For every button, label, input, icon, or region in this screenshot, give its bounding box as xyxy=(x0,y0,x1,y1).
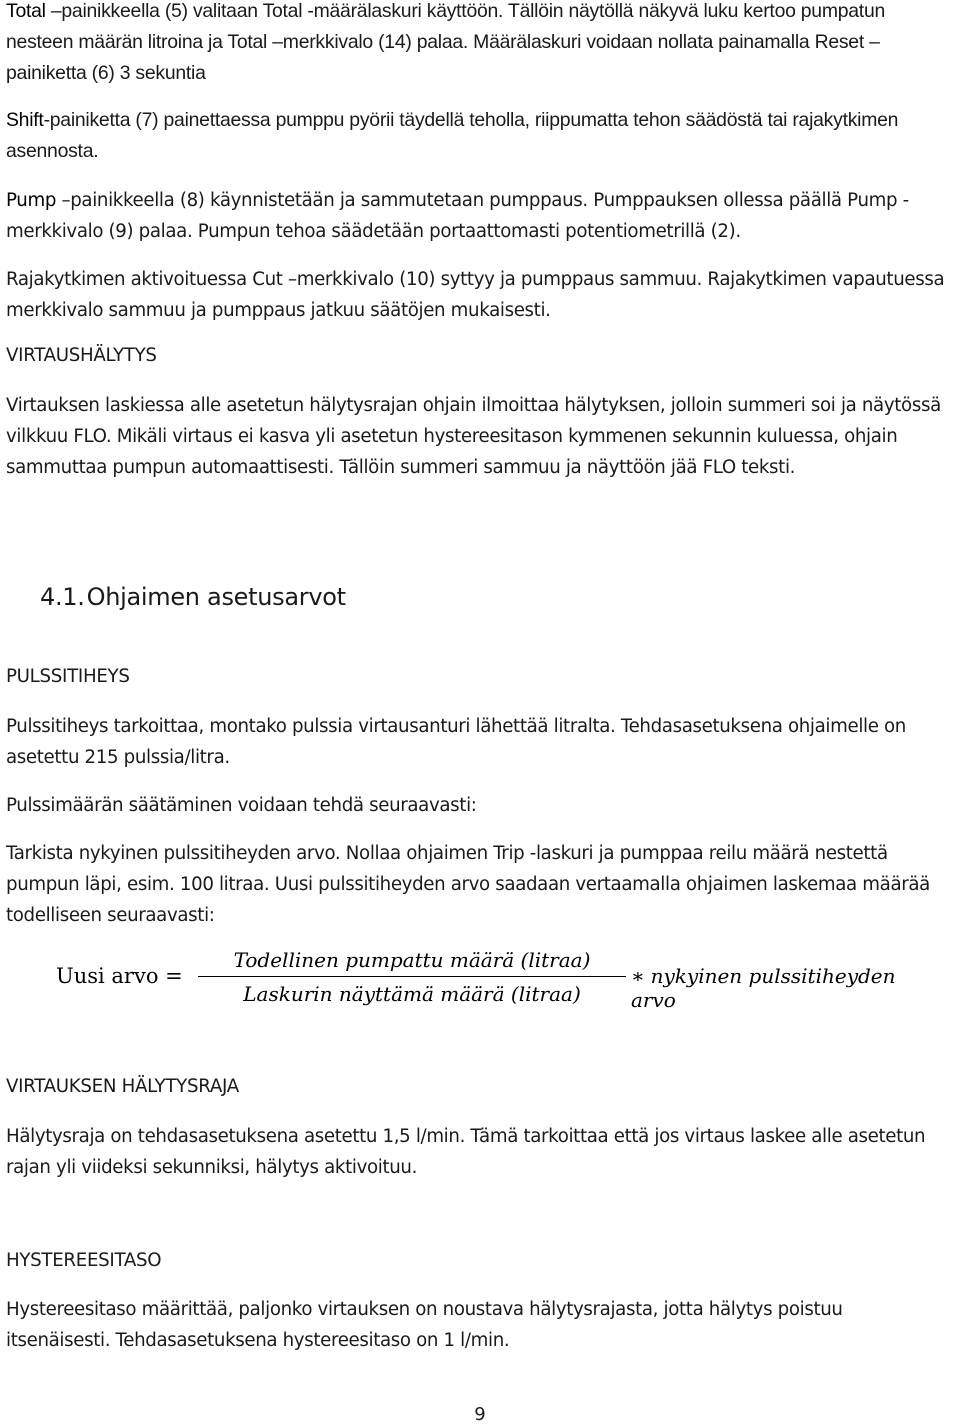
paragraph-total xyxy=(6,0,946,89)
formula xyxy=(56,944,936,1014)
paragraph-halytysraja: Hälytysraja on tehdasasetuksena asetettu 1,5 l/min. Tämä tarkoittaa että jos virtaus laskee alle asetetun rajan yli viideksi sekunniksi, hälytys aktivoituu. xyxy=(6,1126,926,1178)
paragraph-shift xyxy=(6,105,946,167)
formula-fraction xyxy=(196,944,628,1011)
heading-hystereesitaso: HYSTEREESITASO xyxy=(6,1250,162,1271)
paragraph-pulssitiheys-3: Tarkista nykyinen pulssitiheyden arvo. Nollaa ohjaimen Trip -laskuri ja pumppaa reilu määrä nestettä pumpun läpi, esim. 100 litraa. Uusi pulssitiheyden arvo saadaan vertaamalla ohjaimen laskemaa määrää todelliseen seuraavasti: xyxy=(6,843,930,926)
keyword-pump: Pump xyxy=(6,190,57,211)
formula-rhs-group xyxy=(631,964,936,1012)
section-title-text: Ohjaimen asetusarvot xyxy=(86,583,346,611)
paragraph-total-text: –painikkeella (5) valitaan Total -määrälaskuri käyttöön. Tällöin näytöllä näkyvä luku kertoo pumpatun nesteen määrän litroina ja Total –merkkivalo (14) palaa. Määrälaskuri voidaan nollata painamalla Reset –painiketta (6) 3 sekuntia xyxy=(6,0,886,84)
section-number: 4.1. xyxy=(40,583,85,611)
heading-halytysraja: VIRTAUKSEN HÄLYTYSRAJA xyxy=(6,1076,239,1097)
heading-pulssitiheys: PULSSITIHEYS xyxy=(6,666,130,687)
paragraph-cut: Rajakytkimen aktivoituessa Cut –merkkivalo (10) syttyy ja pumppaus sammuu. Rajakytkimen vapautuessa merkkivalo sammuu ja pumppaus jatkuu säätöjen mukaisesti. xyxy=(6,269,945,321)
paragraph-virtaushalytys: Virtauksen laskiessa alle asetetun hälytysrajan ohjain ilmoittaa hälytyksen, jolloin summeri soi ja näytössä vilkkuu FLO. Mikäli virtaus ei kasva yli asetetun hystereesitason kymmenen sekunnin kuluessa, ohjain sammuttaa pumpun automaattisesti. Tällöin summeri sammuu ja näyttöön jää FLO teksti. xyxy=(6,395,941,478)
formula-denominator: Laskurin näyttämä määrä (litraa) xyxy=(243,982,581,1006)
section-title xyxy=(40,583,346,611)
heading-virtaushalytys: VIRTAUSHÄLYTYS xyxy=(6,345,157,366)
formula-numerator: Todellinen pumpattu määrä (litraa) xyxy=(233,948,591,972)
formula-rhs: nykyinen pulssitiheyden arvo xyxy=(631,964,896,1012)
paragraph-pump-text: –painikkeella (8) käynnistetään ja sammutetaan pumppaus. Pumppauksen ollessa päällä Pump -merkkivalo (9) palaa. Pumpun tehoa säädetään portaattomasti potentiometrillä (2). xyxy=(6,190,909,242)
keyword-total: Total xyxy=(6,0,46,22)
paragraph-pulssitiheys-2: Pulssimäärän säätäminen voidaan tehdä seuraavasti: xyxy=(6,795,477,816)
multiply-operator: ∗ xyxy=(631,964,645,988)
page-number: 9 xyxy=(474,1404,486,1425)
paragraph-shift-text: -painiketta (7) painettaessa pumppu pyörii täydellä teholla, riippumatta tehon säädöstä tai rajakytkimen asennosta. xyxy=(6,109,899,162)
paragraph-pump xyxy=(6,185,946,247)
paragraph-pulssitiheys-1: Pulssitiheys tarkoittaa, montako pulssia virtausanturi lähettää litralta. Tehdasasetuksena ohjaimelle on asetettu 215 pulssia/litra. xyxy=(6,716,906,768)
keyword-shift: Shift xyxy=(6,109,44,131)
formula-lhs: Uusi arvo = xyxy=(56,964,183,988)
paragraph-hystereesitaso: Hystereesitaso määrittää, paljonko virtauksen on noustava hälytysrajasta, jotta hälytys poistuu itsenäisesti. Tehdasasetuksena hystereesitaso on 1 l/min. xyxy=(6,1299,843,1351)
